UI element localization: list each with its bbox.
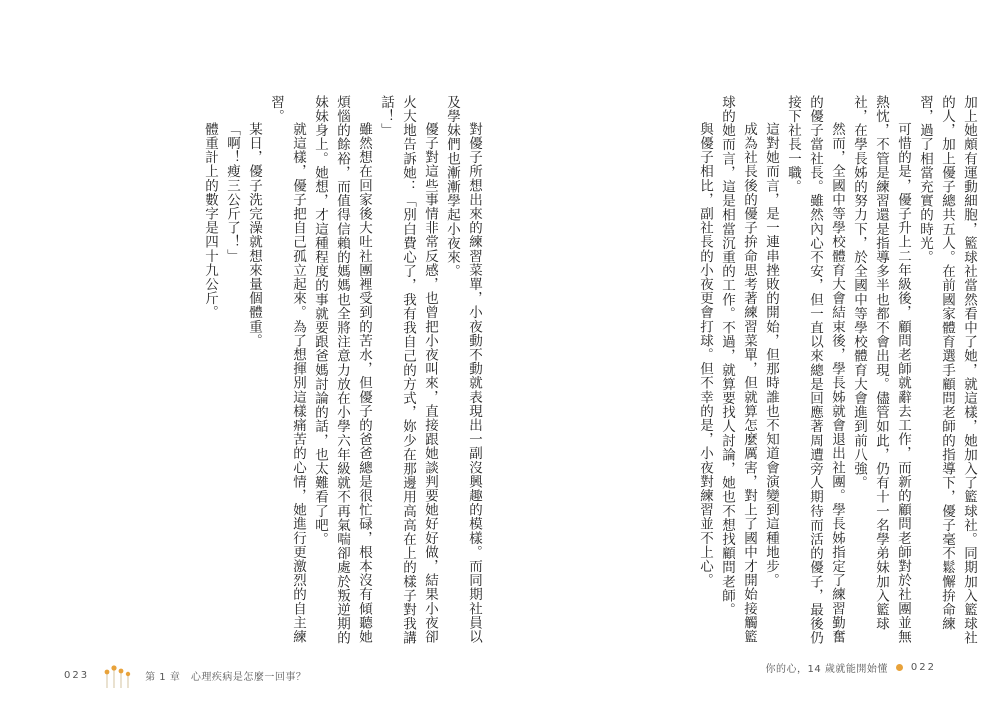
right-page	[500, 0, 1000, 711]
left-page-body	[55, 95, 485, 650]
page-number: 023	[64, 669, 90, 681]
paragraph: 可惜的是，優子升上二年級後，顧問老師就辭去工作，而新的顧問老師對於社團並無熱忱，不管是練習還是指導多半也都不會出現。儘管如此，仍有十一名學弟妹加入籃球社，在學長姊的努力下，於全國中等學校體育大會進到前八強。	[851, 95, 911, 644]
paragraph: 就這樣，優子把自己孤立起來。為了想揮別這樣痛苦的心情，她進行更激烈的自主練習。	[268, 95, 306, 644]
right-page-footer	[766, 660, 937, 675]
paragraph: 某日，優子洗完澡就想來量個體重。	[246, 122, 262, 348]
paragraph: 「啊！瘦三公斤了！」	[224, 122, 240, 263]
paragraph: 這對她而言，是一連串挫敗的開始，但那時誰也不知道會演變到這種地步。	[763, 122, 779, 588]
paragraph: 成為社長後的優子拚命思考著練習菜單，但就算怎麼厲害，對上了國中才開始接觸籃球的她而言，這是相當沉重的工作。不過，就算要找人討論，她也不想找顧問老師。	[719, 95, 757, 644]
book-title: 你的心，14 歲就能開始懂	[765, 664, 888, 675]
chapter-title: 第 1 章 心理疾病是怎麼一回事？	[145, 671, 307, 683]
dot-icon	[896, 664, 903, 671]
paragraph: 優子對這些事情非常反感，也曾把小夜叫來，直接跟她談判要她好好做，結果小夜卻火大地告訴她：「別白費心了，我有我自己的方式，妳少在那邊用高高在上的樣子對我講話！」	[378, 95, 438, 645]
paragraph: 與優子相比，副社長的小夜更會打球。但不幸的是，小夜對練習並不上心。	[697, 122, 713, 588]
paragraph: 加上她頗有運動細胞，籃球社當然看中了她，就這樣，她加入了籃球社。同期加入籃球社的人，加上優子總共五人。在前國家體育選手顧問老師的指導下，優子毫不鬆懈拚命練習，過了相當充實的時光。	[917, 95, 977, 645]
paragraph: 然而，全國中等學校體育大會結束後，學長姊就會退出社團。學長姊指定了練習勤奮的優子當社長。雖然內心不安，但一直以來總是回應著周遭旁人期待而活的優子，最後仍接下社長一職。	[785, 95, 845, 645]
left-page-footer	[64, 660, 306, 690]
paragraph: 體重計上的數字是四十九公斤。	[202, 122, 218, 320]
page-number: 022	[910, 662, 936, 673]
right-page-body	[545, 95, 980, 650]
flower-sprigs-icon	[99, 660, 135, 690]
paragraph: 雖然想在回家後大吐社團裡受到的苦水，但優子的爸爸總是很忙碌，根本沒有傾聽她煩惱的餘裕，而值得信賴的媽媽也全將注意力放在小學六年級就不再氣喘卻處於叛逆期的妹妹身上。她想，才這種程度的事就要跟爸媽討論的話，也太難看了吧。	[312, 95, 372, 645]
paragraph: 對優子所想出來的練習菜單，小夜動不動就表現出一副沒興趣的模樣。而同期社員以及學妹們也漸漸學起小夜來。	[444, 95, 482, 644]
